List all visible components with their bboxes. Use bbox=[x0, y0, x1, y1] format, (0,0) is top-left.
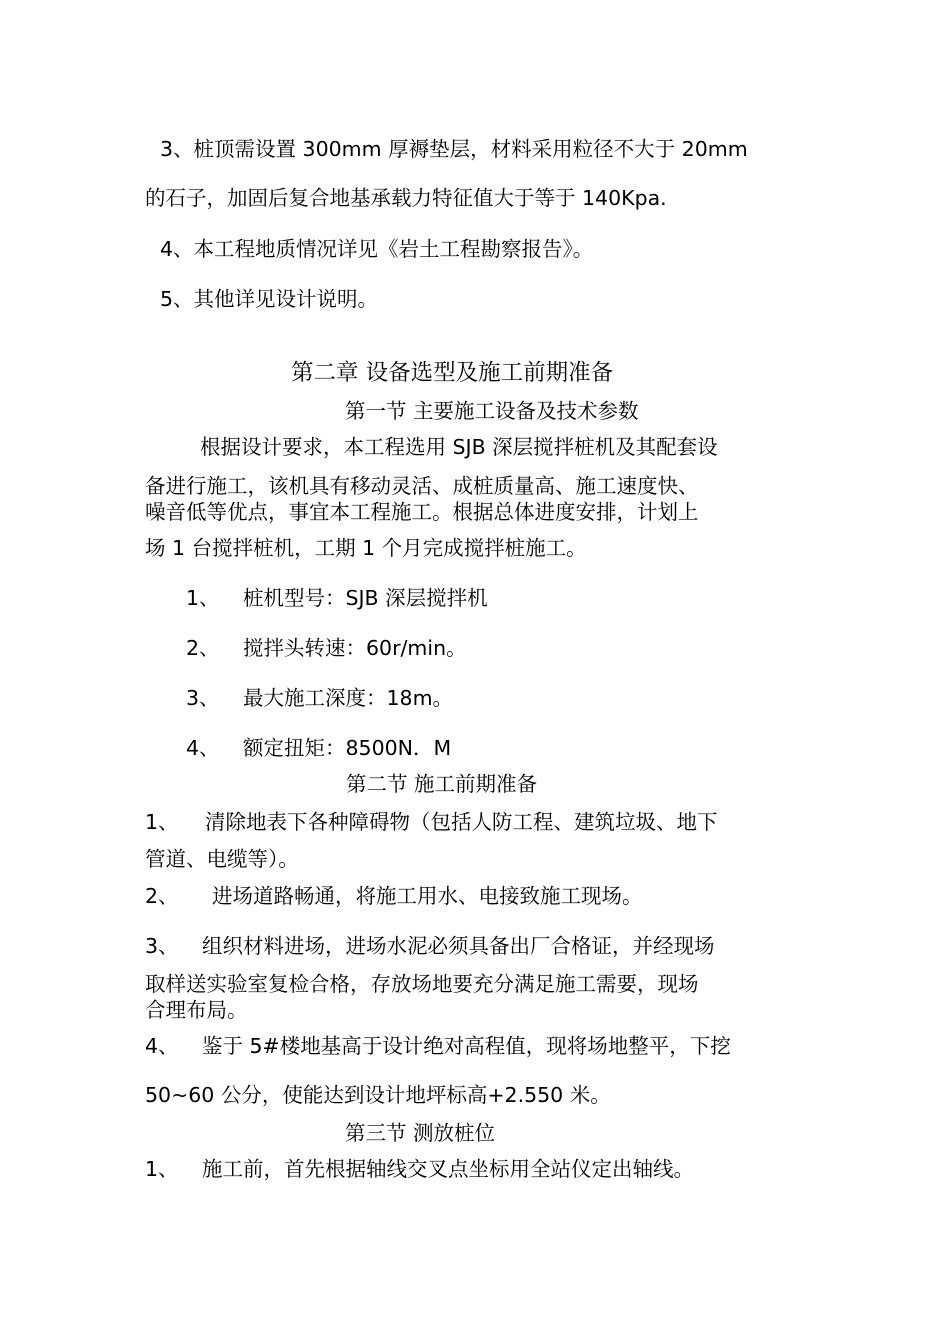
section-1-paragraph-line-2: 备进行施工，该机具有移动灵活、成桩质量高、施工速度快、 bbox=[145, 474, 699, 498]
prep-3-line-2: 取样送实验室复检合格，存放场地要充分满足施工需要，现场 bbox=[145, 972, 699, 996]
prep-3-line-3: 合理布局。 bbox=[145, 998, 248, 1022]
param-4-number: 4、 bbox=[186, 736, 220, 760]
prep-3-line-1: 组织材料进场，进场水泥必须具备出厂合格证，并经现场 bbox=[202, 934, 715, 958]
param-3-number: 3、 bbox=[186, 686, 220, 710]
section-1-title: 第一节 主要施工设备及技术参数 bbox=[345, 399, 639, 423]
prep-4-line-1: 鉴于 5#楼地基高于设计绝对高程值，现将场地整平，下挖 bbox=[202, 1034, 731, 1058]
item-3-line-1: 3、桩顶需设置 300mm 厚褥垫层，材料采用粒径不大于 20mm bbox=[160, 137, 748, 161]
prep-1-number: 1、 bbox=[145, 810, 179, 834]
section-1-paragraph-line-4: 场 1 台搅拌桩机，工期 1 个月完成搅拌桩施工。 bbox=[145, 536, 587, 560]
section-2-title: 第二节 施工前期准备 bbox=[346, 772, 538, 796]
stake-1-line-1: 施工前，首先根据轴线交叉点坐标用全站仪定出轴线。 bbox=[202, 1157, 694, 1181]
prep-2-line-1: 进场道路畅通，将施工用水、电接致施工现场。 bbox=[212, 884, 643, 908]
param-1-text: 桩机型号：SJB 深层搅拌机 bbox=[243, 586, 488, 610]
param-2-number: 2、 bbox=[186, 636, 220, 660]
prep-1-line-1: 清除地表下各种障碍物（包括人防工程、建筑垃圾、地下 bbox=[205, 810, 718, 834]
item-3-line-2: 的石子，加固后复合地基承载力特征值大于等于 140Kpa. bbox=[145, 186, 667, 210]
item-5: 5、其他详见设计说明。 bbox=[160, 287, 379, 311]
prep-4-number: 4、 bbox=[145, 1034, 179, 1058]
param-3-text: 最大施工深度：18m。 bbox=[243, 686, 454, 710]
param-1-number: 1、 bbox=[186, 586, 220, 610]
param-2-text: 搅拌头转速：60r/min。 bbox=[243, 636, 467, 660]
section-1-paragraph-line-3: 噪音低等优点，事宜本工程施工。根据总体进度安排，计划上 bbox=[145, 500, 699, 524]
chapter-title: 第二章 设备选型及施工前期准备 bbox=[291, 360, 614, 386]
section-1-paragraph-line-1: 根据设计要求，本工程选用 SJB 深层搅拌桩机及其配套设 bbox=[200, 435, 718, 459]
stake-1-number: 1、 bbox=[145, 1157, 179, 1181]
item-4: 4、本工程地质情况详见《岩土工程勘察报告》。 bbox=[160, 237, 594, 261]
prep-2-number: 2、 bbox=[145, 884, 179, 908]
prep-4-line-2: 50~60 公分，使能达到设计地坪标高+2.550 米。 bbox=[145, 1083, 611, 1107]
prep-1-line-2: 管道、电缆等）。 bbox=[145, 847, 299, 871]
prep-3-number: 3、 bbox=[145, 934, 179, 958]
section-3-title: 第三节 测放桩位 bbox=[345, 1121, 496, 1145]
param-4-text: 额定扭矩：8500N．M bbox=[243, 736, 452, 760]
